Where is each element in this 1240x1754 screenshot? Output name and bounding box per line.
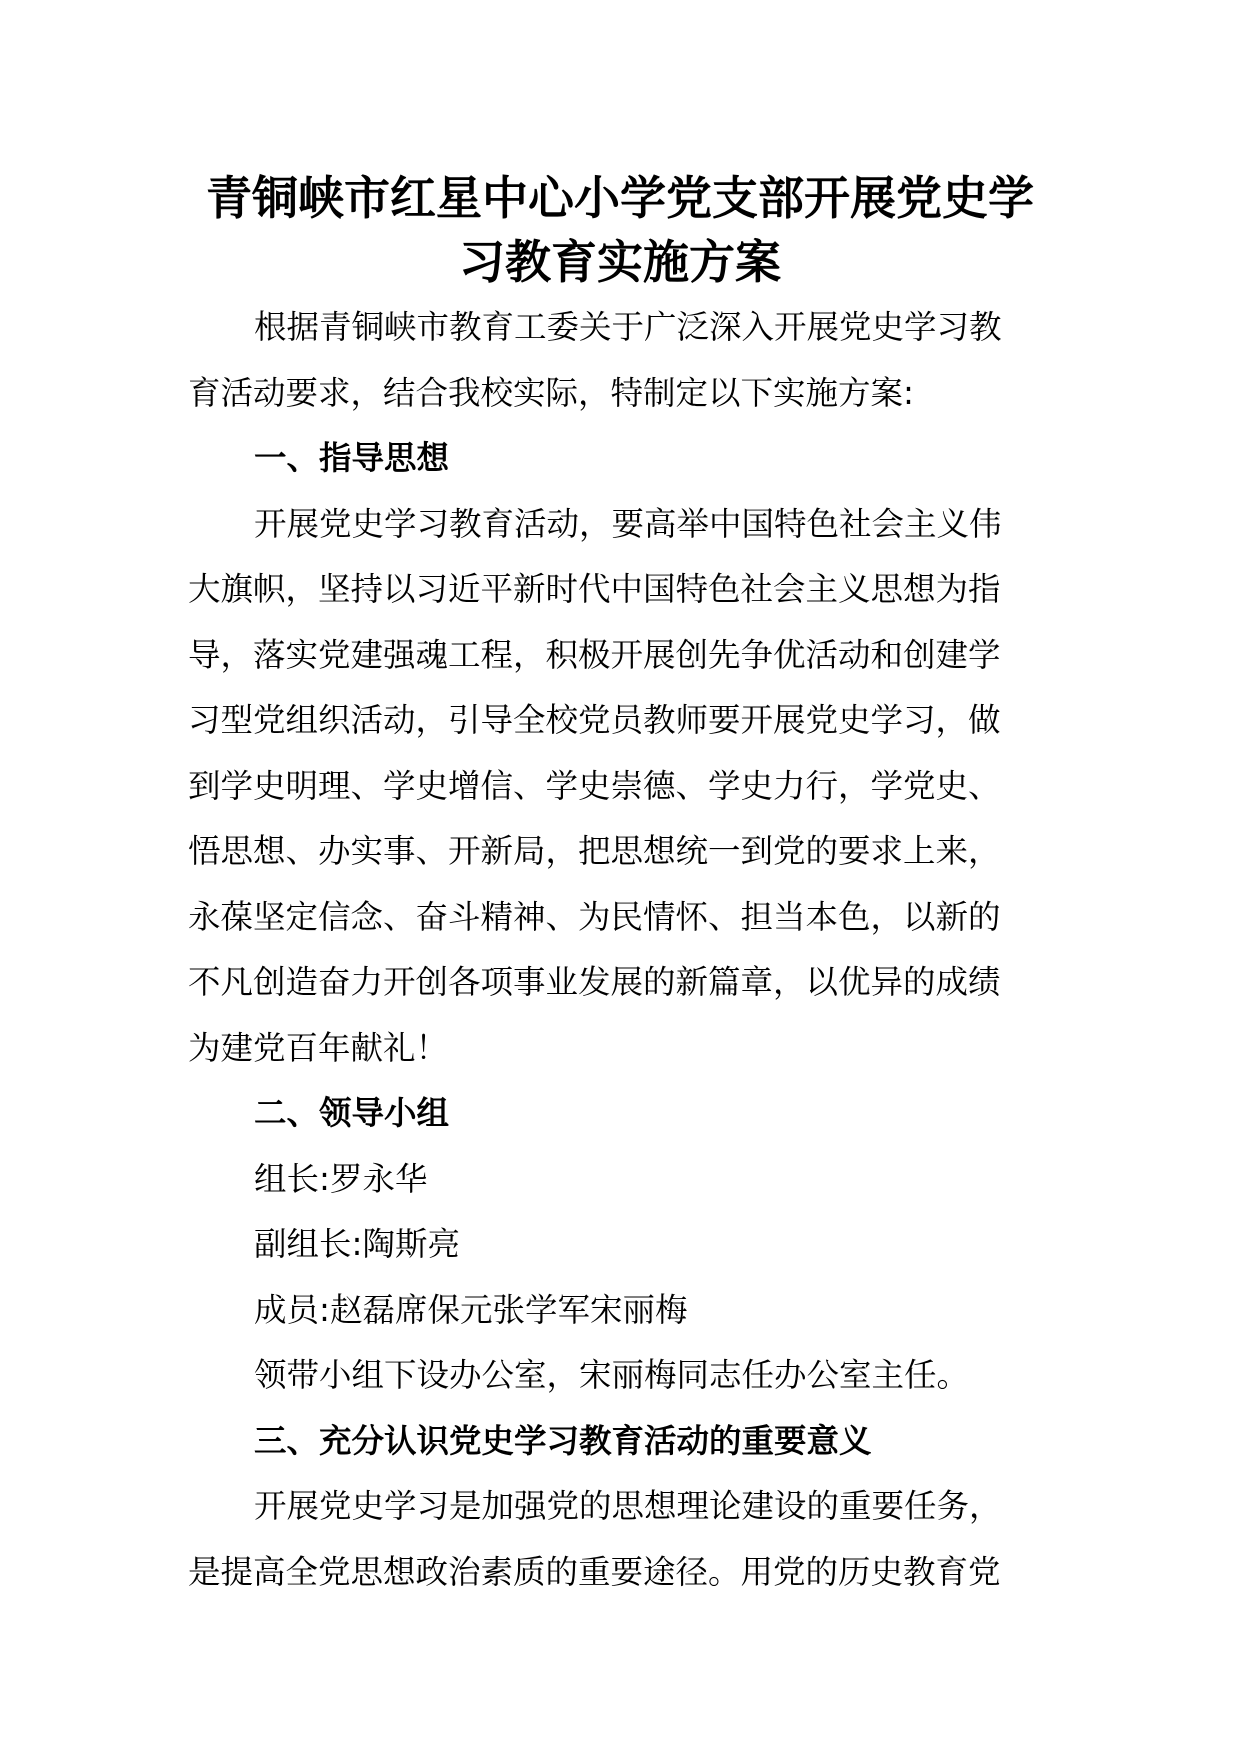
section-3-heading: 三、充分认识党史学习教育活动的重要意义 xyxy=(254,1421,872,1460)
group-leader: 组长:罗永华 xyxy=(254,1159,428,1198)
section-1-line-2: 大旗帜，坚持以习近平新时代中国特色社会主义思想为指 xyxy=(188,570,1001,608)
section-3-line-1: 开展党史学习是加强党的思想理论建设的重要任务， xyxy=(254,1487,1002,1525)
section-1-line-8: 不凡创造奋力开创各项事业发展的新篇章，以优异的成绩 xyxy=(188,963,1001,1001)
intro-line-1: 根据青铜峡市教育工委关于广泛深入开展党史学习教 xyxy=(254,308,1002,346)
section-1-line-1: 开展党史学习教育活动，要高举中国特色社会主义伟 xyxy=(254,504,1002,543)
section-1-line-9: 为建党百年献礼！ xyxy=(188,1028,449,1067)
section-1-line-7: 永葆坚定信念、奋斗精神、为民情怀、担当本色，以新的 xyxy=(188,897,1001,936)
group-office: 领带小组下设办公室，宋丽梅同志任办公室主任。 xyxy=(254,1356,970,1394)
section-2-heading: 二、领导小组 xyxy=(254,1094,450,1132)
intro-line-2: 育活动要求，结合我校实际，特制定以下实施方案: xyxy=(188,373,914,412)
group-members: 成员:赵磊席保元张学军宋丽梅 xyxy=(254,1290,688,1329)
document-title-line-1: 青铜峡市红星中心小学党支部开展党史学 xyxy=(206,171,1034,225)
section-1-heading: 一、指导思想 xyxy=(254,439,450,477)
section-1-line-4: 习型党组织活动，引导全校党员教师要开展党史学习，做 xyxy=(188,701,1001,739)
document-body xyxy=(188,295,1068,1605)
document-title-line-2: 习教育实施方案 xyxy=(459,235,781,289)
section-1-line-3: 导，落实党建强魂工程，积极开展创先争优活动和创建学 xyxy=(188,635,1001,674)
group-deputy-leader: 副组长:陶斯亮 xyxy=(254,1225,460,1263)
section-1-line-5: 到学史明理、学史增信、学史崇德、学史力行，学党史、 xyxy=(188,766,1001,805)
section-3-line-2: 是提高全党思想政治素质的重要途径。用党的历史教育党 xyxy=(188,1552,1001,1591)
section-1-line-6: 悟思想、办实事、开新局，把思想统一到党的要求上来， xyxy=(188,832,1001,870)
